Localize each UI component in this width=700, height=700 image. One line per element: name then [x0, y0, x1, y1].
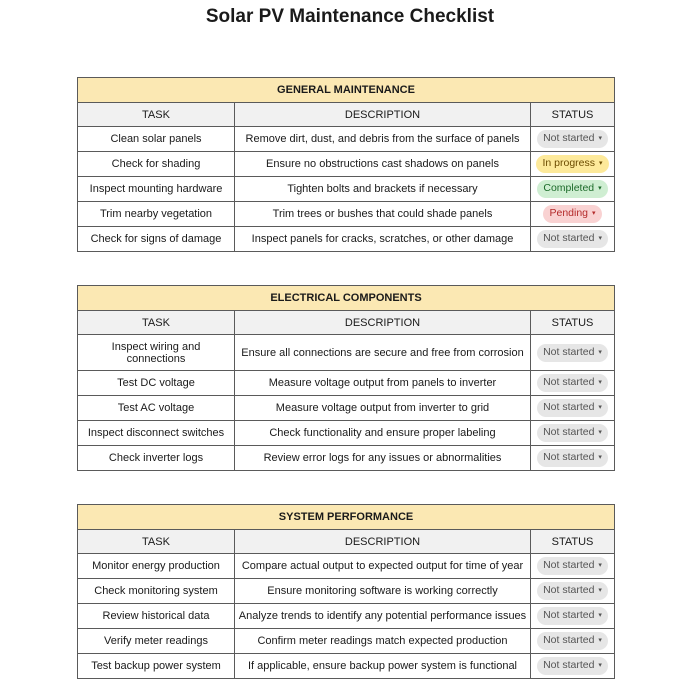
task-cell: Review historical data [78, 604, 235, 629]
triangle-down-icon: ▾ [598, 662, 602, 669]
task-cell: Check for signs of damage [78, 227, 235, 252]
triangle-down-icon: ▾ [598, 404, 602, 411]
status-dropdown[interactable] [537, 130, 608, 148]
status-dropdown[interactable] [537, 557, 608, 575]
status-dropdown[interactable] [537, 657, 608, 675]
column-header-task: TASK [78, 311, 235, 335]
status-label: Completed [543, 182, 595, 194]
section-title: SYSTEM PERFORMANCE [78, 505, 615, 530]
column-header-task: TASK [78, 530, 235, 554]
status-dropdown[interactable] [537, 399, 608, 417]
triangle-down-icon: ▾ [598, 454, 602, 461]
triangle-down-icon: ▾ [598, 379, 602, 386]
status-cell [531, 396, 615, 421]
description-cell: Ensure monitoring software is working correctly [235, 579, 531, 604]
status-cell [531, 654, 615, 679]
task-cell: Inspect wiring and connections [78, 335, 235, 371]
task-cell: Verify meter readings [78, 629, 235, 654]
table-row [78, 371, 615, 396]
task-cell: Check monitoring system [78, 579, 235, 604]
status-dropdown[interactable] [537, 582, 608, 600]
status-dropdown[interactable] [537, 424, 608, 442]
status-cell [531, 421, 615, 446]
description-cell: Measure voltage output from inverter to grid [235, 396, 531, 421]
description-cell: If applicable, ensure backup power system is functional [235, 654, 531, 679]
description-cell: Trim trees or bushes that could shade panels [235, 202, 531, 227]
status-dropdown[interactable] [537, 374, 608, 392]
task-cell: Test backup power system [78, 654, 235, 679]
status-label: In progress [542, 157, 596, 169]
page-title: Solar PV Maintenance Checklist [205, 6, 495, 27]
triangle-down-icon: ▾ [598, 587, 602, 594]
status-cell [531, 127, 615, 152]
description-cell: Review error logs for any issues or abnormalities [235, 446, 531, 471]
section-table [77, 285, 615, 471]
table-row [78, 335, 615, 371]
table-row [78, 446, 615, 471]
task-cell: Check for shading [78, 152, 235, 177]
status-cell [531, 202, 615, 227]
description-cell: Measure voltage output from panels to inverter [235, 371, 531, 396]
table-row [78, 202, 615, 227]
task-cell: Test AC voltage [78, 396, 235, 421]
task-cell: Clean solar panels [78, 127, 235, 152]
triangle-down-icon: ▾ [598, 562, 602, 569]
description-cell: Ensure no obstructions cast shadows on panels [235, 152, 531, 177]
triangle-down-icon: ▾ [598, 637, 602, 644]
column-header-row [78, 530, 615, 554]
task-cell: Check inverter logs [78, 446, 235, 471]
table-row [78, 654, 615, 679]
status-cell [531, 604, 615, 629]
table-row [78, 227, 615, 252]
status-label: Not started [543, 426, 595, 438]
triangle-down-icon: ▾ [599, 160, 603, 167]
status-cell [531, 446, 615, 471]
status-label: Not started [543, 451, 595, 463]
status-label: Not started [543, 345, 595, 358]
task-cell: Inspect disconnect switches [78, 421, 235, 446]
column-header-status: STATUS [531, 103, 615, 127]
table-row [78, 177, 615, 202]
task-cell: Inspect mounting hardware [78, 177, 235, 202]
section-title: ELECTRICAL COMPONENTS [78, 286, 615, 311]
status-cell [531, 177, 615, 202]
status-cell [531, 629, 615, 654]
column-header-description: DESCRIPTION [235, 103, 531, 127]
task-cell: Trim nearby vegetation [78, 202, 235, 227]
column-header-task: TASK [78, 103, 235, 127]
task-cell: Monitor energy production [78, 554, 235, 579]
description-cell: Check functionality and ensure proper labeling [235, 421, 531, 446]
status-cell [531, 579, 615, 604]
description-cell: Analyze trends to identify any potential performance issues [235, 604, 531, 629]
triangle-down-icon: ▾ [592, 210, 596, 217]
description-cell: Remove dirt, dust, and debris from the surface of panels [235, 127, 531, 152]
triangle-down-icon: ▾ [598, 185, 602, 192]
status-dropdown[interactable] [543, 205, 601, 223]
column-header-row [78, 311, 615, 335]
section-table [77, 77, 615, 252]
status-cell [531, 335, 615, 371]
table-row [78, 152, 615, 177]
status-label: Not started [543, 401, 595, 413]
status-label: Not started [543, 584, 595, 596]
status-label: Not started [543, 232, 595, 244]
triangle-down-icon: ▾ [598, 348, 602, 356]
description-cell: Ensure all connections are secure and free from corrosion [235, 335, 531, 371]
table-row [78, 629, 615, 654]
description-cell: Tighten bolts and brackets if necessary [235, 177, 531, 202]
table-row [78, 554, 615, 579]
status-label: Not started [543, 609, 595, 621]
section-table [77, 504, 615, 679]
status-cell [531, 554, 615, 579]
column-header-status: STATUS [531, 530, 615, 554]
triangle-down-icon: ▾ [598, 235, 602, 242]
status-dropdown[interactable] [537, 180, 607, 198]
column-header-status: STATUS [531, 311, 615, 335]
status-label: Not started [543, 559, 595, 571]
description-cell: Inspect panels for cracks, scratches, or other damage [235, 227, 531, 252]
status-label: Pending [549, 207, 589, 219]
status-dropdown[interactable] [537, 230, 608, 248]
task-cell: Test DC voltage [78, 371, 235, 396]
status-label: Not started [543, 132, 595, 144]
status-dropdown[interactable] [537, 607, 608, 625]
status-dropdown[interactable] [537, 344, 608, 362]
status-cell [531, 371, 615, 396]
status-dropdown[interactable] [537, 632, 608, 650]
status-label: Not started [543, 659, 595, 671]
status-label: Not started [543, 376, 595, 388]
table-row [78, 396, 615, 421]
triangle-down-icon: ▾ [598, 135, 602, 142]
table-row [78, 127, 615, 152]
table-row [78, 421, 615, 446]
column-header-description: DESCRIPTION [235, 530, 531, 554]
table-row [78, 579, 615, 604]
column-header-row [78, 103, 615, 127]
section-title: GENERAL MAINTENANCE [78, 78, 615, 103]
description-cell: Compare actual output to expected output for time of year [235, 554, 531, 579]
triangle-down-icon: ▾ [598, 612, 602, 619]
description-cell: Confirm meter readings match expected production [235, 629, 531, 654]
status-dropdown[interactable] [537, 449, 608, 467]
status-cell [531, 152, 615, 177]
status-dropdown[interactable] [536, 155, 608, 173]
status-cell [531, 227, 615, 252]
column-header-description: DESCRIPTION [235, 311, 531, 335]
status-label: Not started [543, 634, 595, 646]
table-row [78, 604, 615, 629]
triangle-down-icon: ▾ [598, 429, 602, 436]
